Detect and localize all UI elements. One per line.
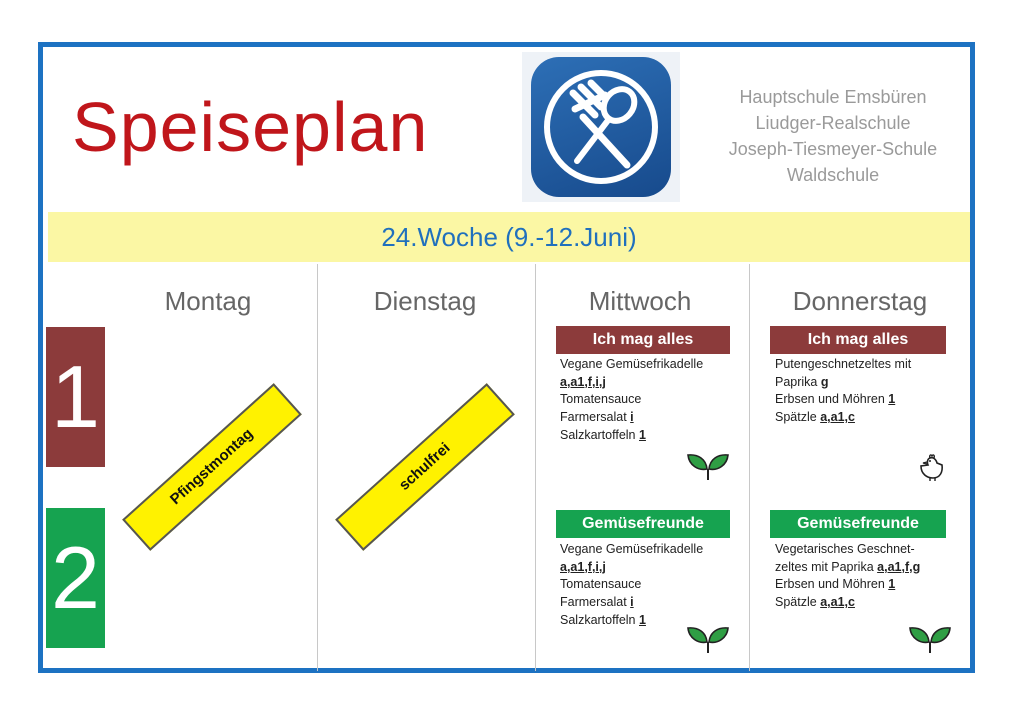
school-name: Joseph-Tiesmeyer-Schule (728, 139, 938, 159)
school-name: Hauptschule Emsbüren (739, 87, 927, 107)
menu-line (775, 356, 911, 374)
menu-line (560, 409, 703, 427)
allergen-code: i (630, 595, 634, 610)
menu-line (560, 541, 703, 559)
logo (522, 52, 680, 202)
menu-list (775, 541, 920, 612)
vegan-leaves-icon (908, 624, 952, 654)
dish-text: Paprika (775, 374, 818, 389)
dish-text: Farmersalat (560, 595, 627, 610)
column-divider (749, 264, 750, 671)
day-header-dienstag: Dienstag (373, 286, 477, 316)
allergen-code: 1 (888, 577, 896, 592)
menu-line (560, 594, 703, 612)
menu-tag-ich-mag-alles: Ich mag alles (556, 326, 730, 354)
day-header-donnerstag: Donnerstag (792, 286, 928, 316)
dish-text: Erbsen und Möhren (775, 392, 885, 407)
poultry-icon (915, 450, 947, 482)
vegan-leaves-icon (686, 451, 730, 481)
menu-line (775, 374, 911, 392)
row-marker-1 (46, 327, 105, 467)
row-number: 2 (51, 528, 100, 627)
menu-line (775, 559, 920, 577)
dish-text: Farmersalat (560, 410, 627, 425)
allergen-code: a,a1,c (820, 410, 855, 425)
fork-spoon-icon (531, 57, 671, 197)
menu-line (560, 391, 703, 409)
allergen-code: a,a1,c (820, 595, 855, 610)
menu-line (775, 594, 920, 612)
column-divider (535, 264, 536, 671)
menu-list (560, 541, 703, 630)
dish-text: Spätzle (775, 410, 817, 425)
dish-text: Salzkartoffeln (560, 427, 636, 442)
allergen-code: 1 (639, 427, 646, 442)
dish-text: Vegane Gemüsefrikadelle (560, 357, 704, 371)
allergen-code: 1 (888, 392, 896, 407)
dish-text: Spätzle (775, 595, 817, 610)
week-bar: 24.Woche (9.-12.Juni) (48, 212, 970, 262)
menu-line (560, 374, 703, 392)
allergen-code: 1 (639, 612, 646, 627)
school-name: Waldschule (786, 165, 880, 185)
menu-tag-gemuesefreunde: Gemüsefreunde (556, 510, 730, 538)
menu-tag-ich-mag-alles: Ich mag alles (770, 326, 946, 354)
dish-text: Vegane Gemüsefrikadelle (560, 542, 704, 556)
dish-text: Tomatensauce (560, 392, 642, 407)
school-list (700, 84, 966, 188)
menu-line (560, 427, 703, 445)
page-title: Speiseplan (72, 88, 429, 166)
menu-line (775, 576, 920, 594)
menu-list (775, 356, 911, 427)
column-divider (317, 264, 318, 671)
day-header-mittwoch: Mittwoch (588, 286, 692, 316)
school-name: Liudger-Realschule (755, 113, 911, 133)
dish-text: Tomatensauce (560, 577, 642, 592)
menu-line (775, 391, 911, 409)
row-number: 1 (51, 347, 100, 446)
allergen-code: a,a1,f,i,j (560, 374, 606, 389)
menu-line (560, 559, 703, 577)
allergen-code: a,a1,f,g (877, 559, 921, 574)
menu-line (775, 409, 911, 427)
day-header-montag: Montag (164, 286, 252, 316)
dish-text: Putengeschnetzeltes mit (775, 357, 912, 371)
banner-pfingstmontag: Pfingstmontag (122, 383, 302, 551)
dish-text: zeltes mit Paprika (775, 559, 874, 574)
menu-line (560, 612, 703, 630)
allergen-code: i (630, 410, 634, 425)
menu-tag-gemuesefreunde: Gemüsefreunde (770, 510, 946, 538)
banner-schulfrei: schulfrei (335, 383, 515, 551)
row-marker-2 (46, 508, 105, 648)
menu-list (560, 356, 703, 445)
menu-line (560, 356, 703, 374)
menu-line (560, 576, 703, 594)
dish-text: Vegetarisches Geschnet- (775, 542, 915, 556)
dish-text: Salzkartoffeln (560, 612, 636, 627)
dish-text: Erbsen und Möhren (775, 577, 885, 592)
allergen-code: a,a1,f,i,j (560, 559, 606, 574)
menu-line (775, 541, 920, 559)
vegan-leaves-icon (686, 624, 730, 654)
allergen-code: g (820, 374, 829, 389)
